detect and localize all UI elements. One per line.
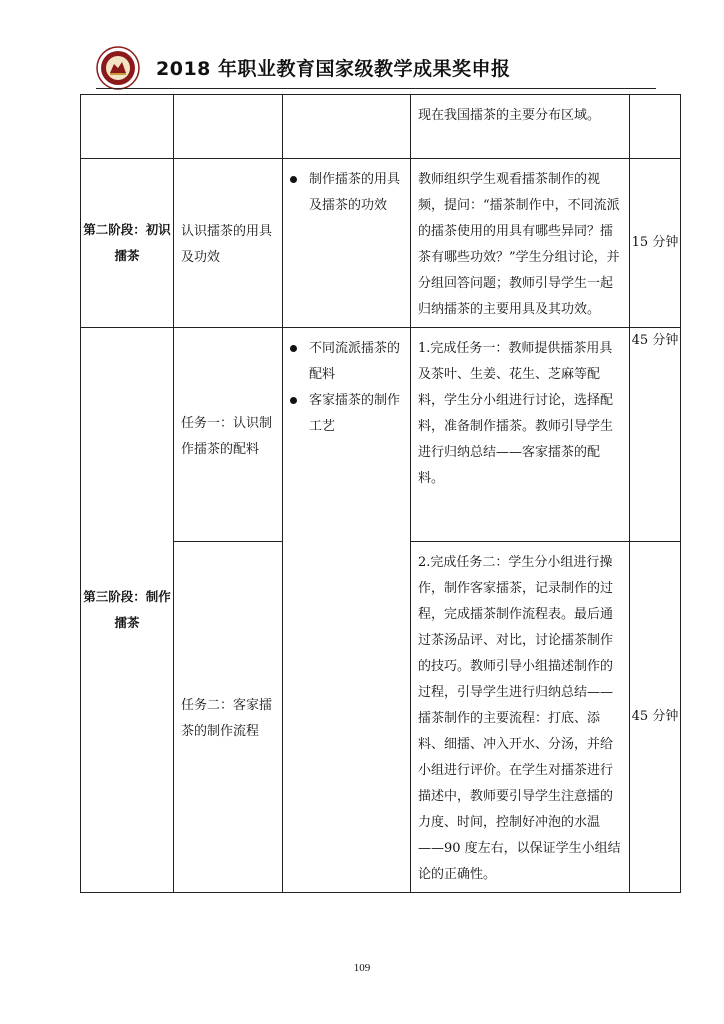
task-cell xyxy=(174,159,283,328)
stage-cell xyxy=(81,95,174,159)
document-title: 2018 年职业教育国家级教学成果奖申报 xyxy=(156,58,511,80)
time-cell: 45 分钟 xyxy=(630,328,681,542)
points-cell xyxy=(283,95,411,159)
time-cell: 15 分钟 xyxy=(630,159,681,328)
bullet-icon xyxy=(290,176,297,183)
bullet-icon xyxy=(290,397,297,404)
bullet-icon xyxy=(290,345,297,352)
stage-cell: 第二阶段：初识擂茶 xyxy=(81,159,174,328)
task-cell xyxy=(174,95,283,159)
school-seal-icon xyxy=(96,46,140,90)
lesson-plan-table xyxy=(80,94,681,893)
list-item: 不同流派擂茶的配料 xyxy=(290,336,404,388)
time-cell: 45 分钟 xyxy=(630,542,681,893)
task-text: 任务二：客家擂茶的制作流程 xyxy=(181,698,273,739)
page-number: 109 xyxy=(353,962,371,974)
time-cell xyxy=(630,95,681,159)
activity-text: 教师组织学生观看擂茶制作的视频，提问：“擂茶制作中，不同流派的擂茶使用的用具有哪些异同？擂茶有哪些功效？”学生分组讨论，并分组回答问题；教师引导学生一起归纳擂茶的主要用具及其功效。 xyxy=(418,172,620,317)
activity-cell xyxy=(411,328,630,542)
points-cell xyxy=(283,159,411,328)
activity-cell xyxy=(411,95,630,159)
header-divider xyxy=(96,88,656,89)
activity-text: 1.完成任务一：教师提供擂茶用具及茶叶、生姜、花生、芝麻等配料，学生分小组进行讨论，选择配料，准备制作擂茶。教师引导学生进行归纳总结——客家擂茶的配料。 xyxy=(418,341,614,486)
table-row xyxy=(81,95,681,159)
activity-text: 现在我国擂茶的主要分布区域。 xyxy=(418,108,601,123)
activity-text: 2.完成任务二：学生分小组进行操作，制作客家擂茶，记录制作的过程，完成擂茶制作流程表。最后通过茶汤品评、对比，讨论擂茶制作的技巧。教师引导小组描述制作的过程，引导学生进行归纳总结——擂茶制作的主要流程：打底、添料、细擂、冲入开水、分汤，并给小组进行评价。在学生对擂茶进行描述中，教师要引导学生注意擂的力度、时间，控制好冲泡的水温——90 度左右，以保证学生小组结论的正确性。 xyxy=(418,555,621,882)
table-row xyxy=(81,159,681,328)
task-cell xyxy=(174,542,283,893)
task-text: 认识擂茶的用具及功效 xyxy=(181,224,273,265)
page-header xyxy=(96,42,656,94)
list-item: 客家擂茶的制作工艺 xyxy=(290,388,404,440)
table-row xyxy=(81,328,681,542)
task-cell xyxy=(174,328,283,542)
points-cell xyxy=(283,328,411,893)
stage-cell: 第三阶段：制作擂茶 xyxy=(81,328,174,893)
list-item: 制作擂茶的用具及擂茶的功效 xyxy=(290,167,404,219)
task-text: 任务一：认识制作擂茶的配料 xyxy=(181,415,273,457)
activity-cell xyxy=(411,159,630,328)
activity-cell xyxy=(411,542,630,893)
